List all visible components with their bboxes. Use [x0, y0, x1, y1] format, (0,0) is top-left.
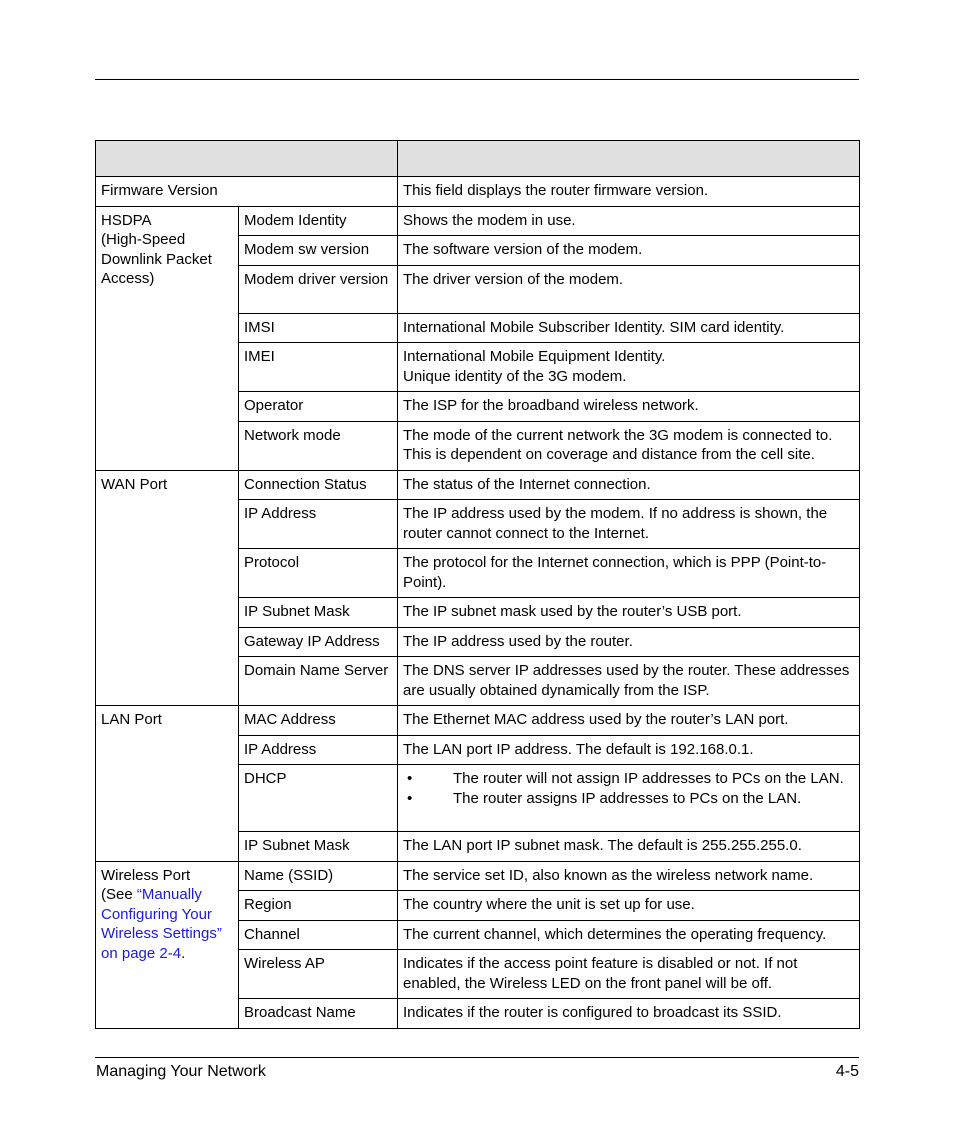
row-description: The IP address used by the router.: [398, 627, 860, 657]
footer-page-number: 4-5: [835, 1063, 859, 1080]
row-description: The driver version of the modem.: [398, 265, 860, 313]
row-label: Network mode: [239, 421, 398, 470]
bullet-icon: •: [407, 789, 413, 807]
row-label: Modem driver version: [239, 265, 398, 313]
row-description: Shows the modem in use.: [398, 206, 860, 236]
group-label-wireless: Wireless Port (See “Manually Configuring Your Wireless Settings” on page 2-4.: [96, 861, 239, 1028]
bullet-icon: •: [407, 770, 413, 787]
row-label: Protocol: [239, 549, 398, 598]
row-description: The ISP for the broadband wireless network.: [398, 392, 860, 422]
cross-reference-link[interactable]: “Manually Configuring Your Wireless Settings” on page 2-4: [101, 886, 222, 962]
row-description: The Ethernet MAC address used by the router’s LAN port.: [398, 706, 860, 736]
row-description: The service set ID, also known as the wireless network name.: [398, 861, 860, 891]
row-label: Modem Identity: [239, 206, 398, 236]
row-label: IP Subnet Mask: [239, 832, 398, 862]
row-label: Gateway IP Address: [239, 627, 398, 657]
row-label: Broadcast Name: [239, 999, 398, 1029]
row-label: Wireless AP: [239, 950, 398, 999]
row-label: IP Address: [239, 500, 398, 549]
row-description: The IP subnet mask used by the router’s USB port.: [398, 598, 860, 628]
table-row: [96, 470, 860, 500]
bullet-item: [403, 769, 854, 789]
row-description: This field displays the router firmware version.: [398, 177, 860, 207]
group-label-lan: LAN Port: [96, 706, 239, 862]
row-description: Indicates if the router is configured to broadcast its SSID.: [398, 999, 860, 1029]
row-label: Modem sw version: [239, 236, 398, 266]
row-description: The current channel, which determines the operating frequency.: [398, 920, 860, 950]
row-label: Channel: [239, 920, 398, 950]
group-label-hsdpa: HSDPA (High-Speed Downlink Packet Access): [96, 206, 239, 470]
footer-chapter-title: Managing Your Network: [96, 1063, 266, 1080]
bullet-text: The router assigns IP addresses to PCs on the LAN.: [453, 789, 802, 807]
table-header-row: [96, 141, 860, 177]
table-row: [96, 861, 860, 891]
row-description: The software version of the modem.: [398, 236, 860, 266]
row-description: International Mobile Subscriber Identity. SIM card identity.: [398, 313, 860, 343]
status-fields-table: [95, 140, 860, 1029]
table-row: [96, 206, 860, 236]
footer-rule: [95, 1057, 859, 1058]
bullet-item: [403, 789, 854, 809]
row-description: International Mobile Equipment Identity. Unique identity of the 3G modem.: [398, 343, 860, 392]
row-description: [398, 765, 860, 832]
row-label: Firmware Version: [96, 177, 398, 207]
header-rule: [95, 79, 859, 80]
row-label: Operator: [239, 392, 398, 422]
bullet-text: The router will not assign IP addresses to PCs on the LAN.: [453, 770, 844, 787]
table-row: [96, 706, 860, 736]
row-description: The LAN port IP subnet mask. The default is 255.255.255.0.: [398, 832, 860, 862]
row-label: DHCP: [239, 765, 398, 832]
row-description: The IP address used by the modem. If no address is shown, the router cannot connect to the Internet.: [398, 500, 860, 549]
row-label: Region: [239, 891, 398, 921]
row-description: The status of the Internet connection.: [398, 470, 860, 500]
group-label-tail: .: [181, 944, 186, 962]
row-description: The protocol for the Internet connection, which is PPP (Point-to-Point).: [398, 549, 860, 598]
row-description: Indicates if the access point feature is disabled or not. If not enabled, the Wireless LED on the front panel will be off.: [398, 950, 860, 999]
table-header-cell-setting: [96, 141, 398, 177]
row-label: IP Address: [239, 735, 398, 765]
row-label: Connection Status: [239, 470, 398, 500]
row-label: IMSI: [239, 313, 398, 343]
row-description: The DNS server IP addresses used by the router. These addresses are usually obtained dynamically from the ISP.: [398, 657, 860, 706]
row-label: MAC Address: [239, 706, 398, 736]
row-label: IP Subnet Mask: [239, 598, 398, 628]
row-description: The LAN port IP address. The default is 192.168.0.1.: [398, 735, 860, 765]
group-label-wan: WAN Port: [96, 470, 239, 706]
table-header-cell-description: [398, 141, 860, 177]
row-label: Name (SSID): [239, 861, 398, 891]
row-label: Domain Name Server: [239, 657, 398, 706]
row-description: The country where the unit is set up for use.: [398, 891, 860, 921]
row-label: IMEI: [239, 343, 398, 392]
table-row: [96, 177, 860, 207]
row-description: The mode of the current network the 3G modem is connected to. This is dependent on coverage and distance from the cell site.: [398, 421, 860, 470]
